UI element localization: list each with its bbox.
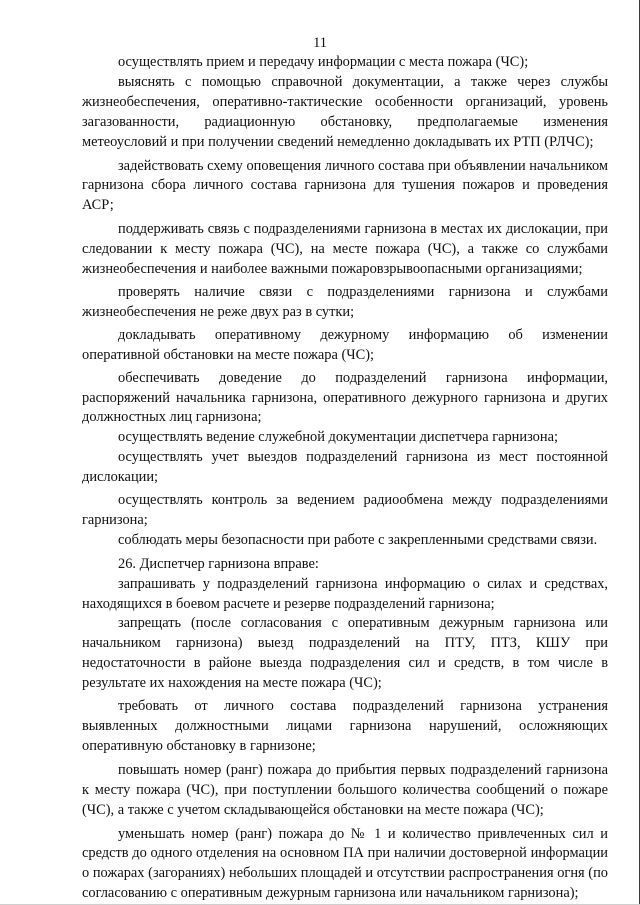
document-body bbox=[82, 53, 608, 904]
paragraph-request-information: запрашивать у подразделений гарнизона информацию о силах и средствах, находящихся в боевом расчете и резерве подразделений гарнизона; bbox=[82, 575, 608, 612]
paragraph-raise-fire-rank: повышать номер (ранг) пожара до прибытия первых подразделений гарнизона к месту пожара (ЧС), при поступлении большого количества сообщений о пожаре (ЧС), а также с учетом складывающейся обстановки на месте пожара (ЧС); bbox=[82, 761, 608, 818]
paragraph-check-communication: проверять наличие связи с подразделениями гарнизона и службами жизнеобеспечения не реже двух раз в сутки; bbox=[82, 283, 608, 320]
paragraph-lower-fire-rank: уменьшать номер (ранг) пожара до № 1 и количество привлеченных сил и средств до одного отделения на основном ПА при наличии достоверной информации о пожарах (загораниях) небольших площадей и отсутствии распространения огня (по согласованию с оперативным дежурным гарнизона или начальником гарнизона); bbox=[82, 825, 608, 902]
paragraph-radio-control: осуществлять контроль за ведением радиообмена между подразделениями гарнизона; bbox=[82, 492, 608, 528]
section-heading-26: 26. Диспетчер гарнизона вправе: bbox=[118, 555, 319, 572]
paragraph-report-situation: докладывать оперативному дежурному информацию об изменении оперативной обстановки на месте пожара (ЧС); bbox=[82, 326, 608, 363]
paragraph-departure-records: осуществлять учет выездов подразделений гарнизона из мест постоянной дислокации; bbox=[82, 449, 608, 486]
paragraph-service-documentation: осуществлять ведение служебной документации диспетчера гарнизона; bbox=[118, 429, 558, 446]
paragraph-require-elimination: требовать от личного состава подразделений гарнизона устранения выявленных должностными лицами гарнизона нарушений, осложняющих оперативную обстановку в гарнизоне; bbox=[82, 698, 608, 754]
page-number: 11 bbox=[313, 35, 327, 51]
paragraph-prohibit-departure: запрещать (после согласования с оперативным дежурным гарнизона или начальником гарнизона) выезд подразделений на ПТУ, ПТЗ, КШУ при недостаточности в районе выезда подразделения сил и средств, в том числе в результате их нахождения на месте пожара (ЧС); bbox=[82, 615, 608, 692]
paragraph-maintain-communication: поддерживать связь с подразделениями гарнизона в местах их дислокации, при следовании к месту пожара (ЧС), на месте пожара (ЧС), а также со службами жизнеобеспечения и наиболее важными пожаровзрывоопасными организациями; bbox=[82, 221, 608, 278]
paragraph-notification-scheme: задействовать схему оповещения личного состава при объявлении начальником гарнизона сбора личного состава гарнизона для тушения пожаров и проведения АСР; bbox=[82, 157, 608, 214]
paragraph-clarify-features: выяснять с помощью справочной документации, а также через службы жизнеобеспечения, оперативно-тактические особенности организаций, уровень загазованности, радиационную обстановку, предполагаемые изменения метеоусловий и при получении сведений немедленно докладывать их РТП (РЛЧС); bbox=[82, 73, 608, 150]
paragraph-safety-measures: соблюдать меры безопасности при работе с закрепленными средствами связи. bbox=[118, 531, 598, 548]
paragraph-deliver-information: обеспечивать доведение до подразделений гарнизона информации, распоряжений начальника гарнизона, оперативного дежурного гарнизона и других должностных лиц гарнизона; bbox=[82, 369, 608, 426]
paragraph-receive-transmit-info: осуществлять прием и передачу информации с места пожара (ЧС); bbox=[118, 54, 529, 70]
